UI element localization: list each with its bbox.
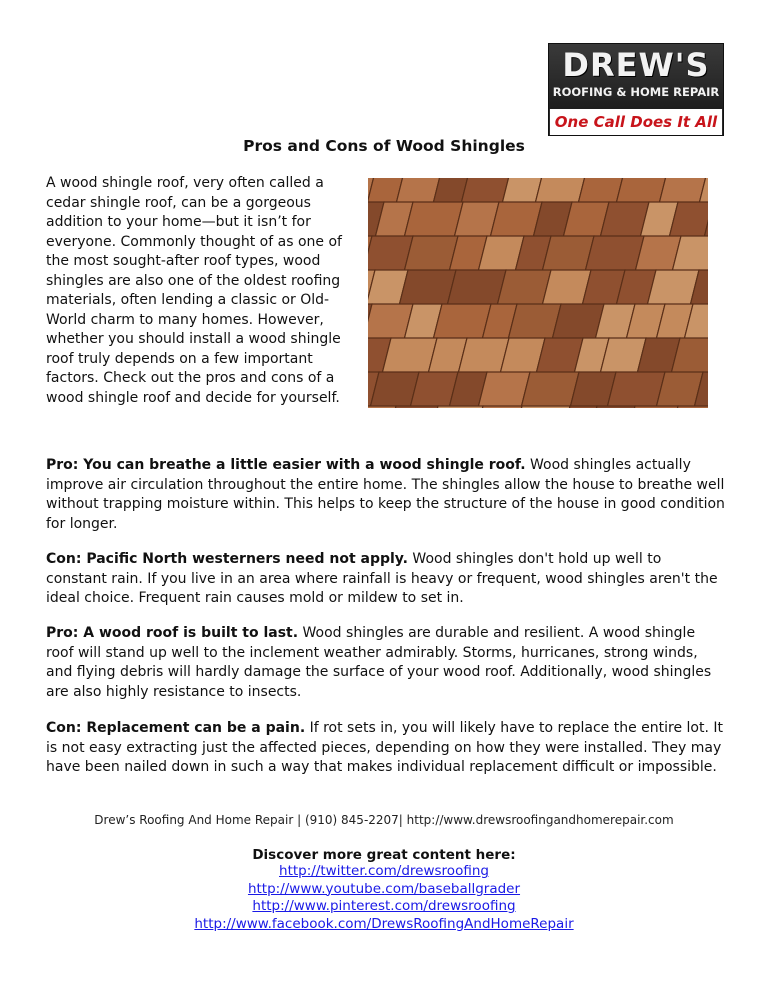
pinterest-link[interactable]: http://www.pinterest.com/drewsroofing <box>252 898 516 914</box>
intro-paragraph: A wood shingle roof, very often called a cedar shingle roof, can be a gorgeous addition to your home—but it isn’t for everyone. Commonly thought of as one of the most sought-after roof types, wood shingles are also one of the oldest roofing materials, often lending a classic or Old-World charm to many homes. However, whether you should install a wood shingle roof truly depends on a few important factors. Check out the pros and cons of a wood shingle roof and decide for yourself. <box>46 175 342 406</box>
shingle <box>520 372 579 408</box>
section-con-rain <box>46 550 726 609</box>
footer-contact: Drew’s Roofing And Home Repair | (910) 845-2207| http://www.drewsroofingandhomerepair.com <box>94 813 674 827</box>
section-heading: Con: Replacement can be a pain. <box>46 720 306 736</box>
company-logo <box>548 43 724 136</box>
section-heading: Con: Pacific North westerners need not apply. <box>46 551 408 567</box>
section-body: Wood shingles actually improve air circulation throughout the entire home. The shingles allow the house to breathe well without trapping moisture within. This helps to keep the structure of the house in good condition for longer. <box>46 457 725 532</box>
facebook-link[interactable]: http://www.facebook.com/DrewsRoofingAndHomeRepair <box>194 915 574 932</box>
logo-subtitle: ROOFING & HOME REPAIR <box>552 85 720 99</box>
social-links <box>0 863 768 933</box>
youtube-link[interactable]: http://www.youtube.com/baseballgrader <box>247 880 521 897</box>
shingle <box>368 406 396 408</box>
section-heading: Pro: You can breathe a little easier with a wood shingle roof. <box>46 457 526 473</box>
section-pro-durable <box>46 624 726 702</box>
section-con-replacement <box>46 719 726 778</box>
discover-heading: Discover more great content here: <box>252 847 516 863</box>
section-pro-breathe <box>46 456 726 534</box>
twitter-link[interactable]: http://twitter.com/drewsroofing <box>279 863 489 879</box>
shingle <box>606 372 665 408</box>
page-title: Pros and Cons of Wood Shingles <box>243 137 525 155</box>
section-heading: Pro: A wood roof is built to last. <box>46 625 299 641</box>
section-body: Wood shingles don't hold up well to constant rain. If you live in an area where rainfall is heavy or frequent, wood shingles aren't the ideal choice. Frequent rain causes mold or mildew to set in. <box>46 551 718 606</box>
logo-name: DREW'S <box>562 46 710 84</box>
logo-tagline: One Call Does It All <box>550 109 722 135</box>
wood-shingles-photo <box>368 178 708 408</box>
section-body: If rot sets in, you will likely have to replace the entire lot. It is not easy extracting just the affected pieces, depending on how they were installed. They may have been nailed down in such a way that makes individual replacement difficult or impossible. <box>46 720 723 775</box>
section-body: Wood shingles are durable and resilient. A wood shingle roof will stand up well to the inclement weather admirably. Storms, hurricanes, strong winds, and flying debris will hardly damage the surface of your wood roof. Additionally, wood shingles are also highly resistance to insects. <box>46 625 712 700</box>
